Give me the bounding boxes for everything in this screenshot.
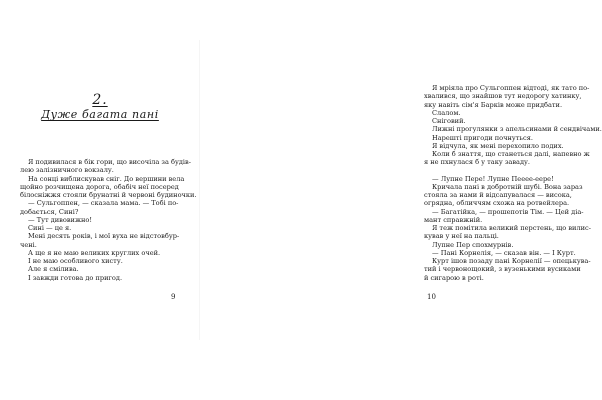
right-page [200,0,602,400]
text-line: — Тут дивовижно! [28,215,93,224]
text-line: чені. [20,240,37,249]
text-line: — Багатійка, — прошепотів Тім. — Цей діа- [432,207,584,216]
text-line: Я мріяла про Сульгоппен відтоді, як тато по- [432,84,590,92]
text-line: я не пхнулася б у таку заваду. [424,158,531,167]
page-number-right: 10 [427,293,436,301]
page-number-left: 9 [171,293,176,301]
text-line: кував у неї на пальці. [424,232,499,241]
text-line: лею залізничного вокзалу. [20,166,114,175]
text-line: Курт ішов позаду пані Корнелії — опецькува- [432,257,591,265]
text-line: стояла за нами й відсапувалася — висока, [424,191,572,199]
text-line: Нарешті пригоди почнуться. [432,133,533,142]
text-line: Слалом. [432,108,461,117]
scene-break [424,167,582,175]
text-line: Мені десять років, і мої вуха не відстовбур- [28,232,180,241]
text-line: Лижні прогулянки з апельсинами й сендвічами. [432,125,602,134]
text-line: Я відчула, як мені перехопило подих. [432,141,564,150]
chapter-title: Дуже багата пані [41,108,159,121]
text-line: мант справжній. [424,215,483,224]
text-line: Сині — це я. [28,224,72,232]
text-line: хвалився, що знайшов тут недорогу хатинку, [424,92,582,101]
text-line: — Сульгоппен, — сказала мама. — Тобі по- [28,199,179,208]
text-line: Я теж помітила великий перстень, що вилис- [432,224,591,232]
chapter-number: 2. [92,92,108,108]
text-line: І завжди готова до пригод. [28,273,123,282]
text-line: тий і червонощокий, з вузенькими вусиками [424,265,581,274]
text-line: — Лупне Пере! Лупне Пееее-еере! [432,174,554,183]
text-line: добається, Сині? [20,207,79,216]
text-line: щойно розчищена дорога, обабіч неї посеред [20,182,179,191]
text-line: Але я смілива. [28,265,79,274]
text-line: — Пані Корнелія, — сказав він. — І Курт. [432,248,576,257]
text-line: І не маю особливого хисту. [28,257,123,265]
text-line: Я подивилася в бік гори, що височіла за будів- [28,158,191,166]
left-page [0,0,200,400]
text-line: Сніговий. [432,117,466,125]
text-line: Кричала пані в добротній шубі. Вона зараз [432,182,583,191]
chapter-heading [18,92,182,122]
text-line: А ще я не маю великих круглих очей. [28,248,161,257]
right-page-body [424,84,602,282]
text-line: Коли б знаття, що станеться далі, напевно ж [432,150,590,158]
text-line: Лупне Пер спохмурнів. [432,240,514,249]
left-page-body [20,158,197,282]
text-line: й сигарою в роті. [424,273,484,282]
text-line: На сонці виблискував сніг. До вершини вела [28,174,185,183]
text-line: огрядна, обличчям схожа на ротвейлера. [424,199,570,208]
text-line: яку навіть сім'я Барків може придбати. [424,100,563,109]
text-line: білосніжжя стояли брунатні й червоні будиночки. [20,191,197,199]
